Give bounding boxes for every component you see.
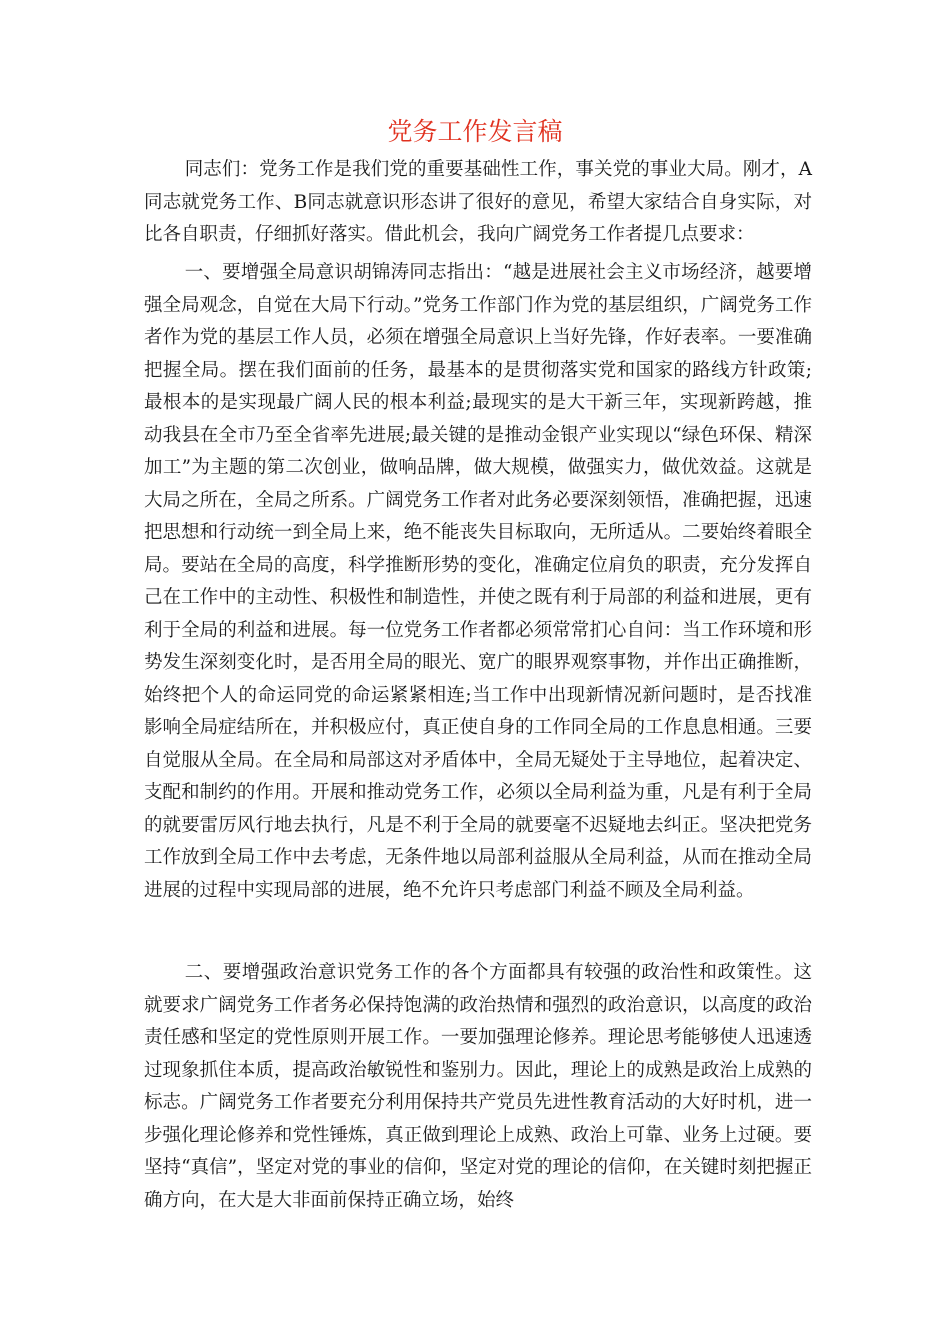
paragraph-political-awareness: 二、要增强政治意识党务工作的各个方面都具有较强的政治性和政策性。这就要求广阔党务工作者务必保持饱满的政治热情和强烈的政治意识，以高度的政治责任感和坚定的党性原则开展工作。一要加强理论修养。理论思考能够使人迅速透过现象抓住本质，提高政治敏锐性和鉴别力。因此，理论上的成熟是政治上成熟的标志。广阔党务工作者要充分利用保持共产党员先进性教育活动的大好时机，进一步强化理论修养和党性锤炼，真正做到理论上成熟、政治上可靠、业务上过硬。要坚持“真信”，坚定对党的事业的信仰，坚定对党的理论的信仰，在关键时刻把握正确方向，在大是大非面前保持正确立场，始终 [144, 962, 812, 1211]
paragraph-greeting: 同志们：党务工作是我们党的重要基础性工作，事关党的事业大局。刚才，A同志就党务工作、B同志就意识形态讲了很好的意见，希望大家结合自身实际，对比各自职责，仔细抓好落实。借此机会，我向广阔党务工作者提几点要求： [144, 159, 812, 245]
document-title: 党务工作发言稿 [387, 117, 563, 146]
paragraph-global-awareness: 一、要增强全局意识胡锦涛同志指出：“越是进展社会主义市场经济，越要增强全局观念，自觉在大局下行动。”党务工作部门作为党的基层组织，广阔党务工作者作为党的基层工作人员，必须在增强全局意识上当好先锋，作好表率。一要准确把握全局。摆在我们面前的任务，最基本的是贯彻落实党和国家的路线方针政策;最根本的是实现最广阔人民的根本利益;最现实的是大干新三年，实现新跨越，推动我县在全市乃至全省率先进展;最关键的是推动金银产业实现以“绿色环保、精深加工”为主题的第二次创业，做响品牌，做大规模，做强实力，做优效益。这就是大局之所在，全局之所系。广阔党务工作者对此务必要深刻领悟，准确把握，迅速把思想和行动统一到全局上来，绝不能丧失目标取向，无所适从。二要始终着眼全局。要站在全局的高度，科学推断形势的变化，准确定位肩负的职责，充分发挥自己在工作中的主动性、积极性和制造性，并使之既有利于局部的利益和进展，更有利于全局的利益和进展。每一位党务工作者都必须常常扪心自问：当工作环境和形势发生深刻变化时，是否用全局的眼光、宽广的眼界观察事物，并作出正确推断，始终把个人的命运同党的命运紧紧相连;当工作中出现新情况新问题时，是否找准影响全局症结所在，并积极应付，真正使自身的工作同全局的工作息息相通。三要自觉服从全局。在全局和局部这对矛盾体中，全局无疑处于主导地位，起着决定、支配和制约的作用。开展和推动党务工作，必须以全局利益为重，凡是有利于全局的就要雷厉风行地去执行，凡是不利于全局的就要毫不迟疑地去纠正。坚决把党务工作放到全局工作中去考虑，无条件地以局部利益服从全局利益，从而在推动全局进展的过程中实现局部的进展，绝不允许只考虑部门利益不顾及全局利益。 [144, 262, 812, 901]
